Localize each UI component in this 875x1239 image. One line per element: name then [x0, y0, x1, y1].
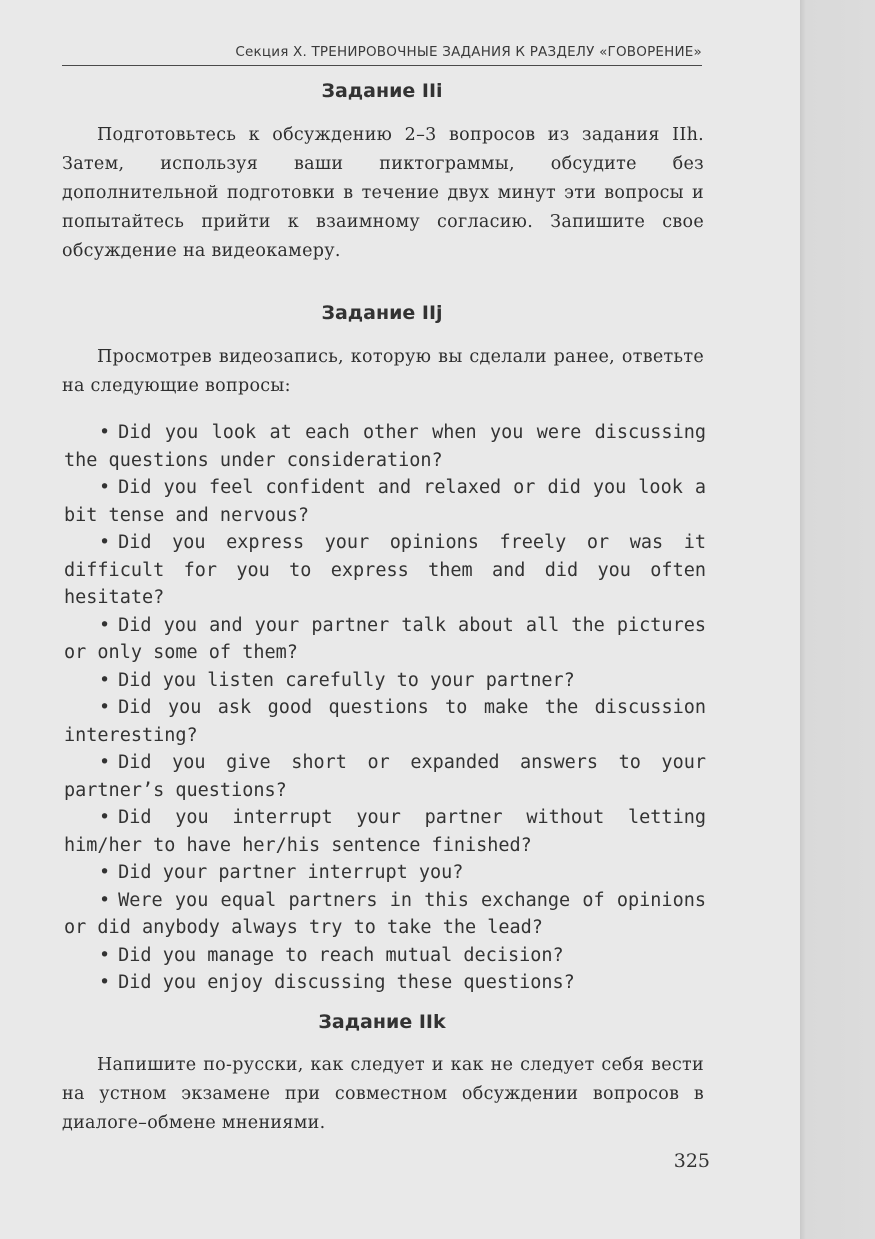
- list-item: • Did you look at each other when you were discussing the questions under consideration?: [64, 422, 706, 471]
- bullet-icon: •: [99, 532, 111, 553]
- task-heading-iik: Задание IIk: [318, 1011, 446, 1033]
- header-rule: [62, 65, 702, 66]
- self-assessment-question-list: [64, 419, 706, 997]
- list-item: • Did you ask good questions to make the discussion interesting?: [64, 697, 706, 746]
- bullet-icon: •: [99, 889, 111, 911]
- list-item: • Did you feel confident and relaxed or did you look a bit tense and nervous?: [64, 477, 706, 526]
- bullet-icon: •: [99, 752, 111, 773]
- list-item: • Did you manage to reach mutual decision?: [99, 944, 564, 966]
- list-item: • Did your partner interrupt you?: [99, 862, 464, 883]
- task-iii-text: Подготовьтесь к обсуждению 2–3 вопросов из задания IIh. Затем, используя ваши пиктограммы, обсудите без дополнительной подготовки в течение двух минут эти вопросы и попытайтесь прийти к взаимному согласию. Запишите свое обсуждение на видеокамеру.: [62, 125, 704, 261]
- list-item: • Did you interrupt your partner without letting him/her to have her/his sentence finished?: [64, 807, 706, 856]
- page-edge: [800, 0, 875, 1239]
- bullet-icon: •: [99, 422, 111, 443]
- list-item: • Did you give short or expanded answers to your partner’s questions?: [64, 752, 706, 801]
- bullet-icon: •: [99, 614, 111, 636]
- list-item: • Did you listen carefully to your partner?: [99, 669, 575, 691]
- bullet-icon: •: [99, 862, 111, 883]
- bullet-icon: •: [99, 807, 111, 828]
- bullet-icon: •: [99, 944, 111, 966]
- task-iik-text: Напишите по-русски, как следует и как не следует себя вести на устном экзамене при совместном обсуждении вопросов в диалоге–обмене мнениями.: [62, 1055, 704, 1133]
- task-heading-iij: Задание IIj: [321, 302, 443, 324]
- list-item: • Did you express your opinions freely or was it difficult for you to express them and did you often hesitate?: [64, 532, 706, 608]
- page-number: 325: [673, 1150, 710, 1172]
- running-head: Секция X. ТРЕНИРОВОЧНЫЕ ЗАДАНИЯ К РАЗДЕЛУ «ГОВОРЕНИЕ»: [235, 44, 702, 60]
- list-item: • Did you and your partner talk about all the pictures or only some of them?: [64, 614, 706, 663]
- list-item: • Did you enjoy discussing these questions?: [99, 972, 575, 993]
- task-iij-intro: Просмотрев видеозапись, которую вы сделали ранее, ответьте на следующие вопросы:: [62, 347, 704, 396]
- bullet-icon: •: [99, 697, 111, 718]
- bullet-icon: •: [99, 477, 111, 498]
- bullet-icon: •: [99, 669, 111, 691]
- task-heading-iii: Задание IIi: [321, 80, 443, 102]
- bullet-icon: •: [99, 972, 111, 993]
- list-item: • Were you equal partners in this exchange of opinions or did anybody always try to take the lead?: [64, 889, 706, 938]
